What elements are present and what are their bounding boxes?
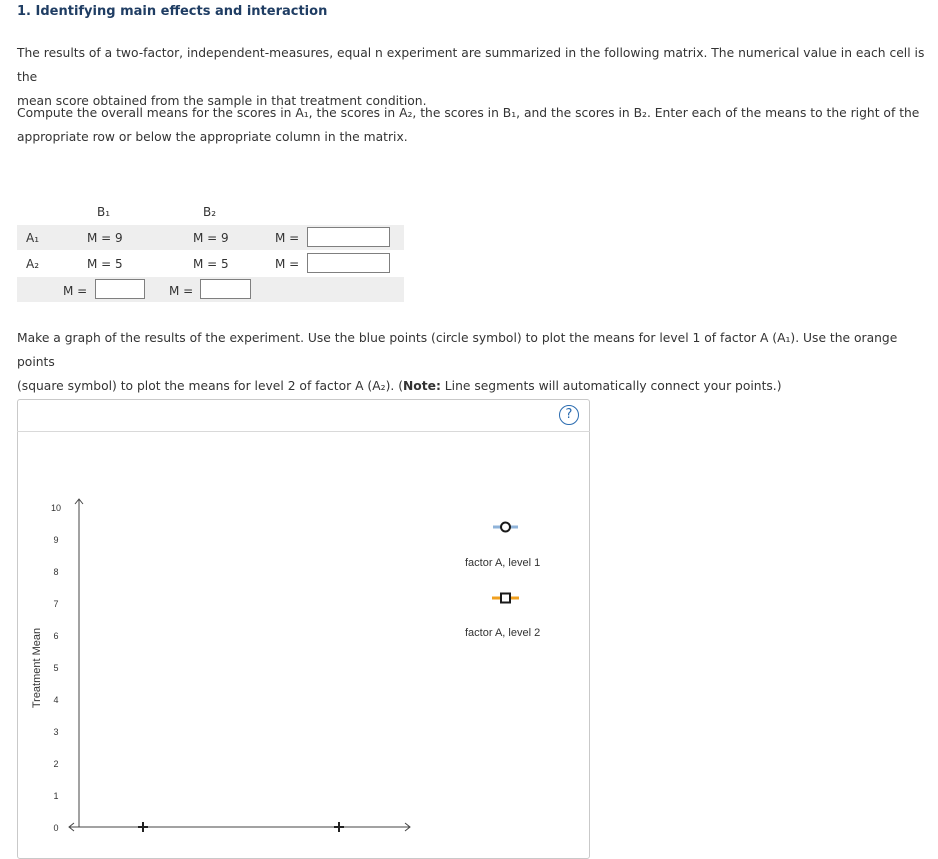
row-label-a1: A₁ — [26, 231, 40, 245]
y-tick-label: 10 — [50, 503, 62, 513]
legend-circle-tool[interactable] — [493, 523, 518, 532]
axes — [69, 499, 410, 831]
graph-line-2-end: Line segments will automatically connect your points.) — [440, 379, 782, 393]
y-tick-label: 3 — [53, 727, 59, 737]
y-tick-label: 6 — [53, 631, 59, 641]
legend-label-level-1: factor A, level 1 — [465, 557, 541, 569]
x-position-marker[interactable] — [334, 822, 344, 832]
y-axis-label: Treatment Mean — [31, 627, 43, 709]
graph-line-2-start: (square symbol) to plot the means for level 2 of factor A (A₂). ( — [17, 379, 403, 393]
y-tick-label: 8 — [53, 567, 59, 577]
intro-line-1: The results of a two-factor, independent-measures, equal n experiment are summarized in the following matrix. The numerical value in each cell is the — [17, 46, 925, 84]
cell-a2-b2: M = 5 — [193, 257, 229, 271]
y-tick-label: 4 — [53, 695, 59, 705]
question-title: 1. Identifying main effects and interaction — [17, 4, 328, 19]
y-tick-label: 9 — [53, 535, 59, 545]
compute-line-2: appropriate row or below the appropriate column in the matrix. — [17, 130, 408, 144]
row-mean-label-a1: M = — [275, 231, 300, 245]
col-header-b2: B₂ — [203, 205, 217, 219]
help-icon[interactable]: ? — [559, 405, 579, 425]
compute-line-1: Compute the overall means for the scores in A₁, the scores in A₂, the scores in B₁, and the scores in B₂. Enter each of the means to the right of the — [17, 106, 920, 120]
col-mean-label-b1: M = — [63, 284, 88, 298]
col-header-b1: B₁ — [97, 205, 111, 219]
x-position-marker[interactable] — [138, 822, 148, 832]
cell-a1-b1: M = 9 — [87, 231, 123, 245]
legend-square-tool[interactable] — [492, 594, 519, 603]
legend-label-level-2: factor A, level 2 — [465, 627, 541, 639]
legend-circle-icon — [501, 523, 510, 532]
graph-line-1: Make a graph of the results of the experiment. Use the blue points (circle symbol) to plot the means for level 1 of factor A (A₁). Use the orange points — [17, 331, 898, 369]
y-tick-label: 7 — [53, 599, 59, 609]
y-tick-label: 1 — [53, 791, 59, 801]
cell-a1-b2: M = 9 — [193, 231, 229, 245]
cell-a2-b1: M = 5 — [87, 257, 123, 271]
note-label: Note: — [403, 379, 441, 393]
y-tick-label: 5 — [53, 663, 59, 673]
y-tick-label: 0 — [53, 823, 59, 833]
y-ticks — [51, 503, 61, 833]
row-mean-label-a2: M = — [275, 257, 300, 271]
legend-square-icon — [501, 594, 510, 603]
y-tick-label: 2 — [53, 759, 59, 769]
row-label-a2: A₂ — [26, 257, 40, 271]
col-mean-label-b2: M = — [169, 284, 194, 298]
intro-line-2: mean score obtained from the sample in that treatment condition. — [17, 94, 427, 108]
